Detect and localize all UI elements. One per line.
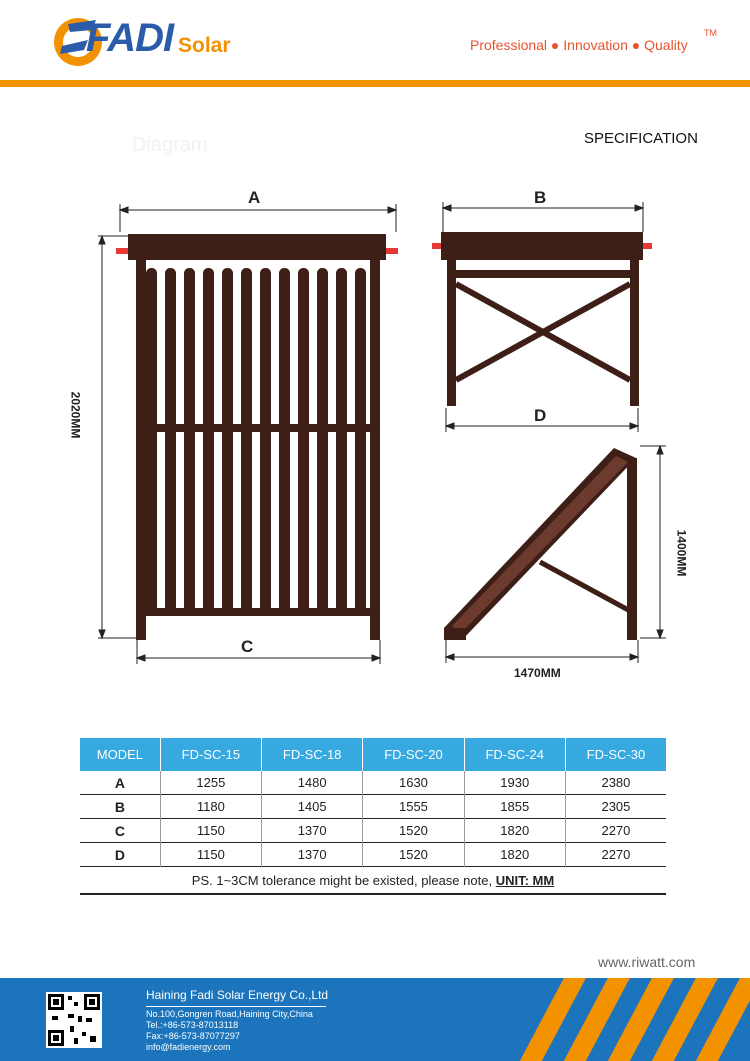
page-footer xyxy=(0,978,750,1061)
logo-text: FADI xyxy=(86,16,174,60)
table-cell: 1930 xyxy=(464,771,565,795)
dimension-label-b: B xyxy=(534,188,547,207)
table-row xyxy=(80,795,666,819)
table-cell: B xyxy=(80,795,160,819)
side-width-label: 1470MM xyxy=(514,666,561,680)
table-cell: 2380 xyxy=(565,771,666,795)
dimension-label-c: C xyxy=(241,637,254,656)
table-cell: C xyxy=(80,819,160,843)
column-header: MODEL xyxy=(80,738,160,771)
company-name: Haining Fadi Solar Energy Co.,Ltd xyxy=(146,988,329,1002)
diagram-title: Diagram xyxy=(132,134,208,156)
table-cell: A xyxy=(114,774,125,791)
table-cell: 2305 xyxy=(565,795,666,819)
side-height-label: 1400MM xyxy=(674,529,689,577)
column-header: FD-SC-24 xyxy=(464,738,565,771)
logo-subtext: Solar xyxy=(178,34,231,57)
table-cell: 1630 xyxy=(363,771,464,795)
qr-code-icon xyxy=(46,992,102,1048)
company-address: No.100,Gongren Road,Haining City,China xyxy=(146,1009,313,1019)
tolerance-note-row xyxy=(80,867,666,895)
note-text: PS. 1~3CM tolerance might be existed, please note, xyxy=(191,872,493,888)
trademark-mark: TM xyxy=(704,28,717,38)
company-email[interactable]: info@fadienergy.com xyxy=(146,1042,231,1052)
table-cell: 1150 xyxy=(160,843,261,867)
unit-label: UNIT: MM xyxy=(495,872,555,888)
website-link[interactable]: www.riwatt.com xyxy=(598,954,696,970)
company-tel: Tel.:+86-573-87013118 xyxy=(146,1020,239,1030)
table-cell: 2270 xyxy=(565,843,666,867)
footer-divider xyxy=(146,1006,326,1007)
tagline: Professional ● Innovation ● Quality xyxy=(470,37,688,53)
table-cell: 1180 xyxy=(160,795,261,819)
table-header-row xyxy=(80,738,666,771)
table-cell: 1820 xyxy=(464,843,565,867)
table-cell: 1370 xyxy=(262,819,363,843)
column-header: FD-SC-18 xyxy=(262,738,363,771)
tolerance-note xyxy=(80,867,666,895)
table-cell: 1150 xyxy=(160,819,261,843)
table-cell: 1855 xyxy=(464,795,565,819)
height-dimension-label: 2020MM xyxy=(68,391,83,439)
column-header: FD-SC-15 xyxy=(160,738,261,771)
table-cell: 1520 xyxy=(363,843,464,867)
table-cell: 1480 xyxy=(262,771,363,795)
column-header: FD-SC-30 xyxy=(565,738,666,771)
table-row xyxy=(80,819,666,843)
table-cell: 1255 xyxy=(160,771,261,795)
table-cell: 1370 xyxy=(262,843,363,867)
table-row xyxy=(80,771,666,795)
company-fax: Fax:+86-573-87077297 xyxy=(146,1031,240,1041)
table-cell: 1555 xyxy=(363,795,464,819)
column-header: FD-SC-20 xyxy=(363,738,464,771)
specification-table xyxy=(80,738,666,895)
table-cell: 2270 xyxy=(565,819,666,843)
specification-title: SPECIFICATION xyxy=(584,130,698,147)
table-cell: 1405 xyxy=(262,795,363,819)
table-cell: D xyxy=(80,843,160,867)
dimension-label-a: A xyxy=(248,188,261,207)
table-cell: 1820 xyxy=(464,819,565,843)
dimension-label-d: D xyxy=(534,406,547,425)
table-cell: 1520 xyxy=(363,819,464,843)
table-row xyxy=(80,843,666,867)
